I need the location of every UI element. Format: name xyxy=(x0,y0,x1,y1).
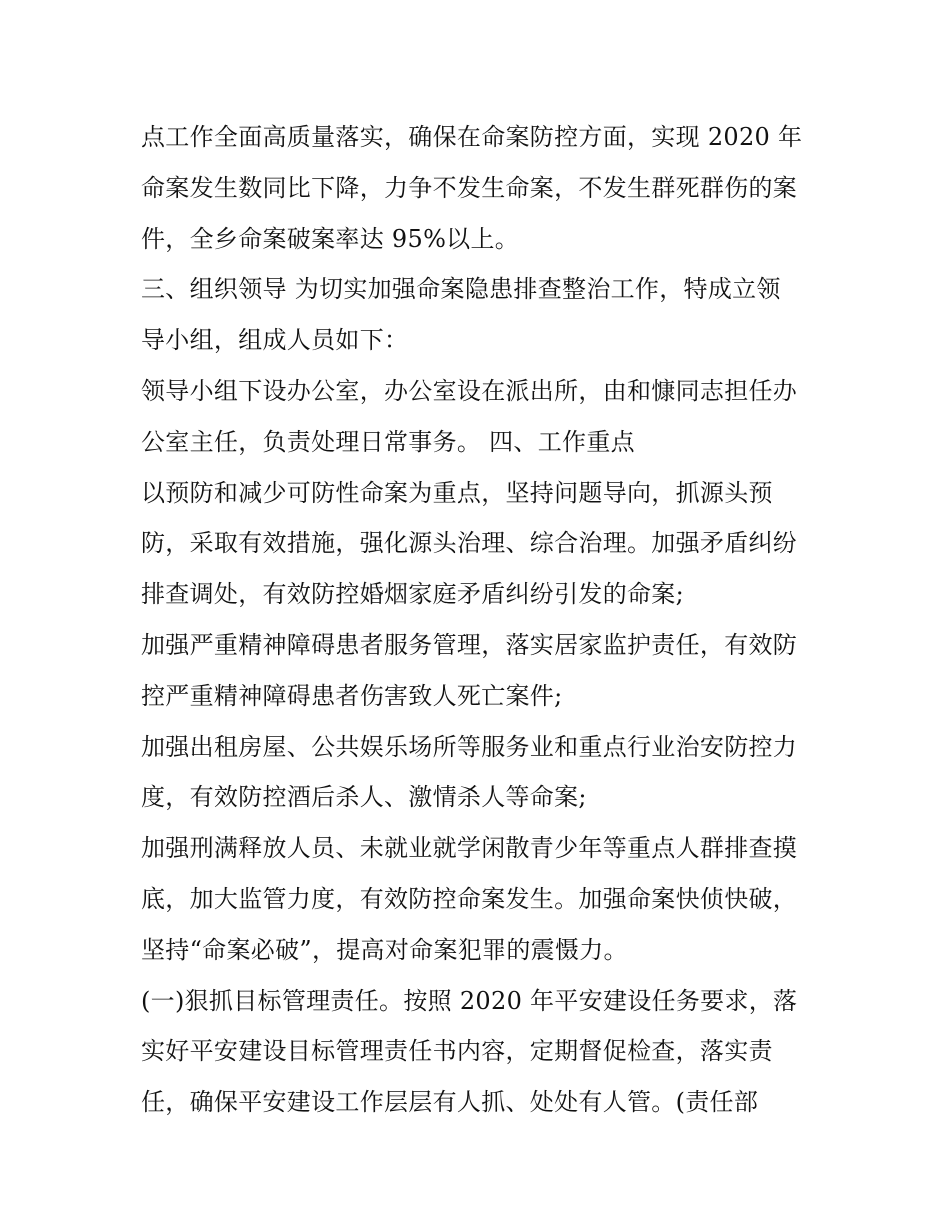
text-line: 加强出租房屋、公共娱乐场所等服务业和重点行业治安防控力 xyxy=(141,732,798,761)
text-line: 三、组织领导 为切实加强命案隐患排查整治工作，特成立领 xyxy=(141,275,781,304)
text-line: 公室主任，负责处理日常事务。 四、工作重点 xyxy=(141,427,635,456)
text-line: 点工作全面高质量落实，确保在命案防控方面，实现 2020 年 xyxy=(141,123,803,151)
text-line: 底，加大监管力度，有效防控命案发生。加强命案快侦快破， xyxy=(141,884,798,913)
text-line: 以预防和减少可防性命案为重点，坚持问题导向，抓源头预 xyxy=(141,478,773,507)
text-line: 防，采取有效措施，强化源头治理、综合治理。加强矛盾纠纷 xyxy=(141,529,798,558)
text-line: 度，有效防控酒后杀人、激情杀人等命案; xyxy=(141,783,587,812)
text-line: 领导小组下设办公室，办公室设在派出所，由和慷同志担任办 xyxy=(141,376,798,405)
text-line: 实好平安建设目标管理责任书内容，定期督促检查，落实责 xyxy=(141,1037,773,1066)
text-line: 件，全乡命案破案率达 95%以上。 xyxy=(141,224,520,253)
text-line: 加强刑满释放人员、未就业就学闲散青少年等重点人群排查摸 xyxy=(141,834,798,863)
text-line: 任，确保平安建设工作层层有人抓、处处有人管。(责任部 xyxy=(141,1088,759,1117)
text-line: 控严重精神障碍患者伤害致人死亡案件; xyxy=(141,681,563,710)
body-text xyxy=(141,112,821,1128)
text-line: 排查调处，有效防控婚烟家庭矛盾纠纷引发的命案; xyxy=(141,580,684,609)
text-line: 加强严重精神障碍患者服务管理，落实居家监护责任，有效防 xyxy=(141,630,798,659)
text-line: (一)狠抓目标管理责任。按照 2020 年平安建设任务要求，落 xyxy=(141,986,798,1015)
text-line: 命案发生数同比下降，力争不发生命案，不发生群死群伤的案 xyxy=(141,173,798,202)
text-line: 导小组，组成人员如下： xyxy=(141,326,409,355)
text-line: 坚持“命案必破”，提高对命案犯罪的震慑力。 xyxy=(141,935,628,964)
